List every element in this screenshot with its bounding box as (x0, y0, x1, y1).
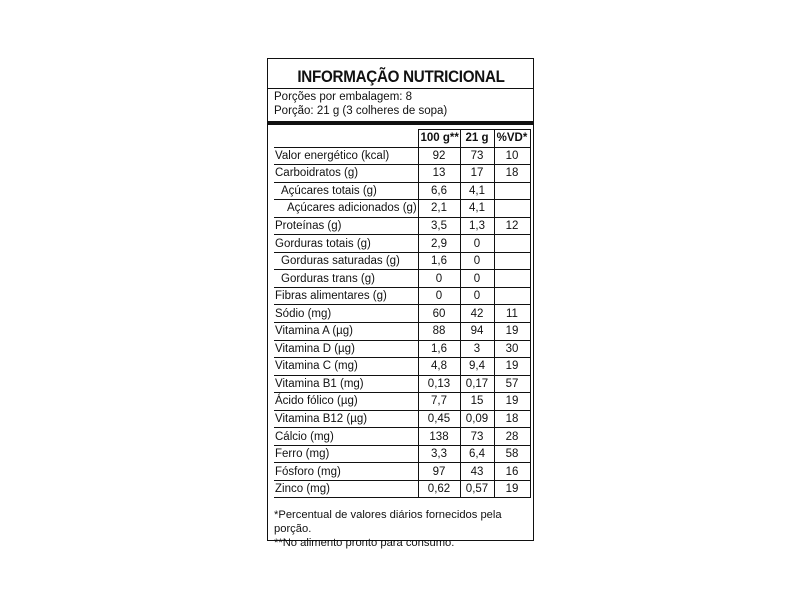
nutrient-name: Vitamina B1 (mg) (274, 375, 418, 393)
header-daily-value: %VD* (494, 130, 530, 148)
value-per-100g: 6,6 (418, 182, 460, 200)
value-daily-percent: 19 (494, 323, 530, 341)
table-row (274, 358, 530, 376)
nutrient-name: Vitamina A (µg) (274, 323, 418, 341)
nutrient-name: Proteínas (g) (274, 217, 418, 235)
value-per-100g: 0 (418, 270, 460, 288)
value-daily-percent (494, 235, 530, 253)
nutrient-name: Fibras alimentares (g) (274, 287, 418, 305)
value-per-portion: 73 (460, 147, 494, 165)
table-row (274, 428, 530, 446)
value-per-100g: 0,62 (418, 480, 460, 498)
table-row (274, 480, 530, 498)
value-daily-percent: 18 (494, 165, 530, 183)
value-per-portion: 1,3 (460, 217, 494, 235)
label-title: INFORMAÇÃO NUTRICIONAL (297, 68, 505, 86)
value-daily-percent (494, 200, 530, 218)
value-per-portion: 42 (460, 305, 494, 323)
value-per-100g: 13 (418, 165, 460, 183)
value-per-portion: 15 (460, 393, 494, 411)
table-row (274, 287, 530, 305)
value-per-portion: 43 (460, 463, 494, 481)
value-per-100g: 3,5 (418, 217, 460, 235)
value-per-portion: 4,1 (460, 200, 494, 218)
table-header-row (274, 130, 530, 148)
thick-divider (268, 121, 533, 125)
table-row (274, 147, 530, 165)
table-row (274, 217, 530, 235)
value-per-portion: 0,09 (460, 410, 494, 428)
serving-info (274, 91, 528, 118)
value-daily-percent (494, 182, 530, 200)
value-per-portion: 73 (460, 428, 494, 446)
value-daily-percent: 28 (494, 428, 530, 446)
value-daily-percent (494, 252, 530, 270)
value-per-100g: 2,1 (418, 200, 460, 218)
header-nutrient (274, 130, 418, 148)
value-per-100g: 88 (418, 323, 460, 341)
table-row (274, 305, 530, 323)
nutrient-name: Açúcares totais (g) (274, 182, 418, 200)
table-row (274, 323, 530, 341)
table-row (274, 463, 530, 481)
table-row (274, 165, 530, 183)
value-daily-percent: 11 (494, 305, 530, 323)
nutrient-name: Zinco (mg) (274, 480, 418, 498)
value-daily-percent: 19 (494, 480, 530, 498)
value-daily-percent: 58 (494, 445, 530, 463)
nutrient-name: Gorduras saturadas (g) (274, 252, 418, 270)
value-per-100g: 60 (418, 305, 460, 323)
table-row (274, 182, 530, 200)
nutrient-name: Vitamina D (µg) (274, 340, 418, 358)
value-per-100g: 2,9 (418, 235, 460, 253)
nutrient-name: Valor energético (kcal) (274, 147, 418, 165)
value-per-100g: 0,45 (418, 410, 460, 428)
nutrient-name: Carboidratos (g) (274, 165, 418, 183)
header-per-100g: 100 g** (418, 130, 460, 148)
table-row (274, 393, 530, 411)
value-per-100g: 97 (418, 463, 460, 481)
title-divider (268, 88, 533, 89)
footnotes (274, 508, 528, 550)
value-per-100g: 4,8 (418, 358, 460, 376)
nutrient-name: Ferro (mg) (274, 445, 418, 463)
table-row (274, 200, 530, 218)
portion-size: Porção: 21 g (3 colheres de sopa) (274, 104, 448, 117)
nutrient-name: Fósforo (mg) (274, 463, 418, 481)
value-per-portion: 0,57 (460, 480, 494, 498)
table-row (274, 410, 530, 428)
value-per-portion: 4,1 (460, 182, 494, 200)
table-row (274, 252, 530, 270)
value-daily-percent: 16 (494, 463, 530, 481)
nutrient-name: Sódio (mg) (274, 305, 418, 323)
nutrition-table (274, 129, 531, 498)
value-per-100g: 7,7 (418, 393, 460, 411)
value-daily-percent: 10 (494, 147, 530, 165)
nutrition-facts-label (267, 58, 534, 550)
value-per-portion: 0,17 (460, 375, 494, 393)
value-per-portion: 0 (460, 252, 494, 270)
value-per-portion: 0 (460, 235, 494, 253)
nutrient-name: Cálcio (mg) (274, 428, 418, 446)
servings-per-package: Porções por embalagem: 8 (274, 91, 413, 103)
value-per-portion: 94 (460, 323, 494, 341)
value-per-100g: 3,3 (418, 445, 460, 463)
table-row (274, 375, 530, 393)
value-daily-percent: 18 (494, 410, 530, 428)
value-per-portion: 3 (460, 340, 494, 358)
footnote-ready-to-eat: **No alimento pronto para consumo. (274, 537, 455, 550)
table-row (274, 235, 530, 253)
nutrition-table-body (274, 147, 530, 498)
value-daily-percent: 12 (494, 217, 530, 235)
value-per-100g: 1,6 (418, 340, 460, 358)
value-per-portion: 6,4 (460, 445, 494, 463)
value-per-100g: 138 (418, 428, 460, 446)
value-daily-percent: 19 (494, 358, 530, 376)
value-per-portion: 0 (460, 270, 494, 288)
table-row (274, 270, 530, 288)
nutrient-name: Açúcares adicionados (g) (274, 200, 418, 218)
table-row (274, 445, 530, 463)
table-row (274, 340, 530, 358)
header-per-portion: 21 g (460, 130, 494, 148)
value-per-100g: 1,6 (418, 252, 460, 270)
value-daily-percent (494, 270, 530, 288)
footnote-daily-value: *Percentual de valores diários fornecidos pela porção. (274, 509, 502, 536)
value-daily-percent: 57 (494, 375, 530, 393)
nutrient-name: Vitamina B12 (µg) (274, 410, 418, 428)
value-per-100g: 92 (418, 147, 460, 165)
value-daily-percent (494, 287, 530, 305)
nutrient-name: Gorduras totais (g) (274, 235, 418, 253)
nutrient-name: Vitamina C (mg) (274, 358, 418, 376)
value-per-100g: 0 (418, 287, 460, 305)
value-daily-percent: 30 (494, 340, 530, 358)
value-per-portion: 17 (460, 165, 494, 183)
value-per-portion: 9,4 (460, 358, 494, 376)
value-per-portion: 0 (460, 287, 494, 305)
nutrient-name: Gorduras trans (g) (274, 270, 418, 288)
value-daily-percent: 19 (494, 393, 530, 411)
nutrient-name: Ácido fólico (µg) (274, 393, 418, 411)
value-per-100g: 0,13 (418, 375, 460, 393)
